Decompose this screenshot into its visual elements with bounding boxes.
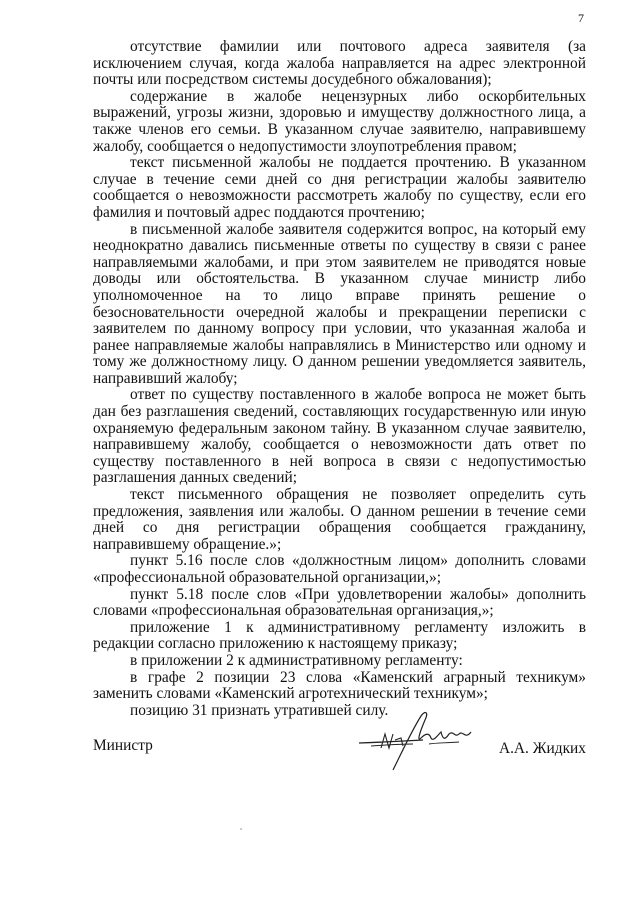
paragraph: текст письменной жалобы не поддается прочтению. В указанном случае в течение семи дней со дня регистрации жалобы заявителю сообщается о невозможности рассмотреть жалобу по существу, если его фамилия и почтовый адрес поддаются прочтению; <box>93 154 586 221</box>
paragraph: в письменной жалобе заявителя содержится вопрос, на который ему неоднократно давались письменные ответы по существу в связи с ранее направляемыми жалобами, и при этом заявителем не приводятся новые доводы или обстоятельства. В указанном случае министр либо уполномоченное на то лицо вправе принять решение о безосновательности очередной жалобы и прекращении переписки с заявителем по данному вопросу при условии, что указанная жалоба и ранее направляемые жалобы направлялись в Министерство или одному и тому же должностному лицу. О данном решении уведомляется заявитель, направивший жалобу; <box>93 220 586 387</box>
paragraph: в графе 2 позиции 23 слова «Каменский аграрный техникум» заменить словами «Каменский агротехнический техникум»; <box>93 668 586 703</box>
paragraph: пункт 5.16 после слов «должностным лицом» дополнить словами «профессиональной образовательной организации,»; <box>93 552 586 586</box>
signer-title: Министр <box>93 737 153 754</box>
paragraph: пункт 5.18 после слов «При удовлетворении жалобы» дополнить словами «профессиональная образовательная организация,»; <box>93 585 586 620</box>
paragraph: приложение 1 к административному регламенту изложить в редакции согласно приложению к настоящему приказу; <box>93 618 586 653</box>
handwritten-signature <box>355 710 480 780</box>
page-number: 7 <box>578 11 584 25</box>
paragraph: отсутствие фамилии или почтового адреса заявителя (за исключением случая, когда жалоба направляется на адрес электронной почты или посредством системы досудебного обжалования); <box>93 38 586 89</box>
paragraph: ответ по существу поставленного в жалобе вопроса не может быть дан без разглашения сведений, составляющих государственную или иную охраняемую федеральным законом тайну. В указанном случае заявителю, направившему жалобу, сообщается о невозможности дать ответ по существу поставленного в ней вопроса в связи с недопустимостью разглашения данных сведений; <box>93 386 586 487</box>
paragraph: в приложении 2 к административному регламенту: <box>130 651 463 669</box>
scan-artifact <box>240 828 242 830</box>
paragraph: текст письменного обращения не позволяет определить суть предложения, заявления или жалобы. О данном решении в течение семи дней со дня регистрации обращения сообщается гражданину, направившему обращение.»; <box>93 486 586 553</box>
paragraph: содержание в жалобе нецензурных либо оскорбительных выражений, угрозы жизни, здоровью и имуществу должностного лица, а также членов его семьи. В указанном случае заявителю, направившему жалобу, сообщается о недопустимости злоупотребления правом; <box>93 87 586 155</box>
document-body <box>93 39 586 719</box>
paragraph: позицию 31 признать утратившей силу. <box>130 701 389 719</box>
signer-name: А.А. Жидких <box>498 740 586 757</box>
signature-block <box>93 710 586 790</box>
